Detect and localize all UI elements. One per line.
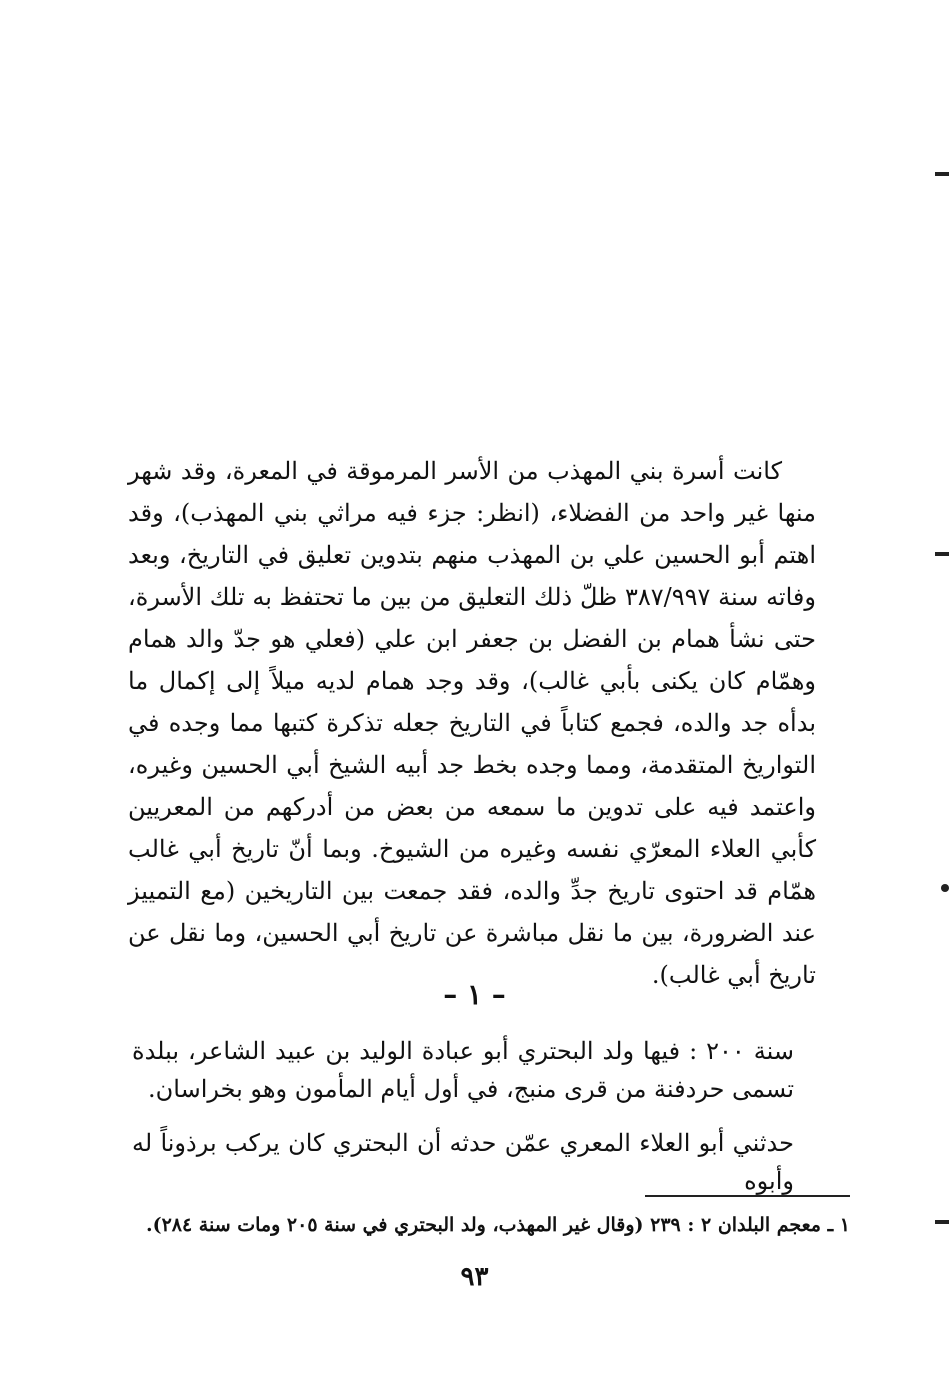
section-number: – ١ – [443, 978, 506, 1011]
footnote: ١ ـ معجم البلدان ٢ : ٢٣٩ (وقال غير المهذب، ولد البحتري في سنة ٢٠٥ ومات سنة ٢٨٤). [145, 1214, 850, 1236]
entry-section [132, 1032, 794, 1200]
page-number: ٩٣ [460, 1262, 489, 1292]
intro-section [128, 450, 816, 996]
scan-edge-mark [935, 172, 949, 176]
entry-paragraph-narration: حدثني أبو العلاء المعري عمّن حدثه أن البحتري كان يركب برذوناً له وأبوه [132, 1129, 794, 1195]
entry-paragraph-year-200: سنة ٢٠٠ : فيها ولد البحتري أبو عبادة الوليد بن عبيد الشاعر، ببلدة تسمى حردفنة من قرى منبج، في أول أيام المأمون وهو بخراسان. [132, 1037, 794, 1103]
scan-edge-mark [941, 884, 949, 892]
scan-edge-mark [935, 552, 949, 556]
footnote-divider [645, 1195, 850, 1197]
intro-paragraph: كانت أسرة بني المهذب من الأسر المرموقة في المعرة، وقد شهر منها غير واحد من الفضلاء، (انظر: جزء فيه مراثي بني المهذب)، وقد اهتم أبو الحسين علي بن المهذب منهم بتدوين تعليق في التاريخ، وبعد وفاته سنة ٣٨٧/٩٩٧ ظلّ ذلك التعليق من بين ما تحتفظ به تلك الأسرة، حتى نشأ همام بن الفضل بن جعفر ابن علي (فعلي هو جدّ والد همام وهمّام كان يكنى بأبي غالب)، وقد وجد همام لديه ميلاً إلى إكمال ما بدأه جد والده، فجمع كتاباً في التاريخ جعله تذكرة كتبها مما وجده في التواريخ المتقدمة، ومما وجده بخط جد أبيه الشيخ أبي الحسين وغيره، واعتمد فيه على تدوين ما سمعه من بعض من أدركهم من المعريين كأبي العلاء المعرّي نفسه وغيره من الشيوخ. وبما أنّ تاريخ أبي غالب همّام قد احتوى تاريخ جدِّ والده، فقد جمعت بين التاريخين (مع التمييز عند الضرورة، بين ما نقل مباشرة عن تاريخ أبي الحسين، وما نقل عن تاريخ أبي غالب). [128, 457, 817, 989]
scan-edge-mark [935, 1220, 949, 1224]
